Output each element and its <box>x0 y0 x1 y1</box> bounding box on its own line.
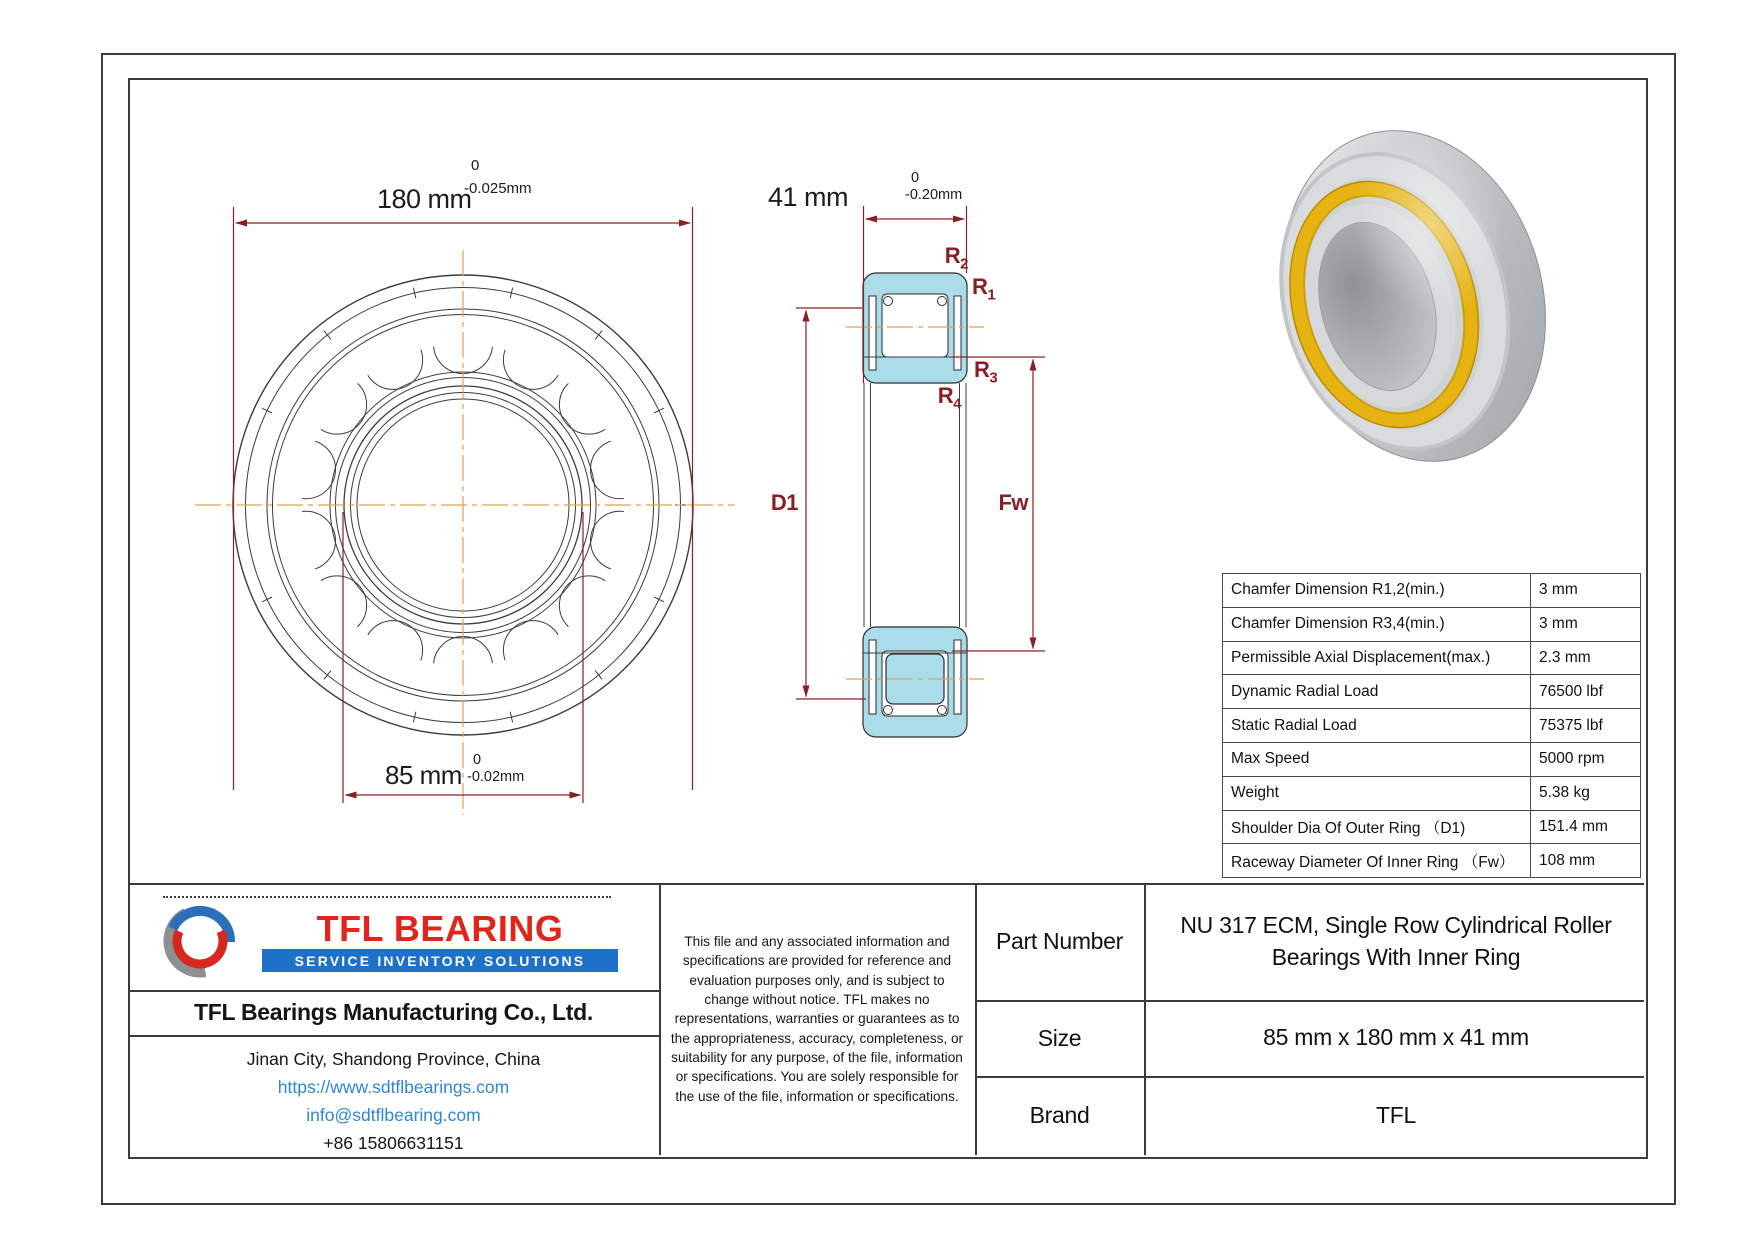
label-fw: Fw <box>998 490 1028 515</box>
field-label-brand: Brand <box>1029 1102 1090 1128</box>
field-label-size: Size <box>1037 1024 1082 1051</box>
dim-width-text: 41 mm <box>768 182 849 212</box>
logo-dotted-rule <box>163 896 611 898</box>
spec-label: Chamfer Dimension R3,4(min.) <box>1223 607 1531 641</box>
logo-title: TFL BEARING <box>316 908 564 949</box>
table-row <box>1223 810 1641 844</box>
label-r1: $R_1$ <box>972 274 996 304</box>
logo-block <box>128 883 659 990</box>
field-label-part-number: Part Number <box>995 928 1124 954</box>
spec-value: 108 mm <box>1531 844 1641 878</box>
table-row <box>1223 607 1641 641</box>
field-value-part-number: NU 317 ECM, Single Row Cylindrical Roller Bearings With Inner Ring <box>1180 912 1612 970</box>
dim-width-tolerance: 0 -0.20mm <box>905 170 963 203</box>
table-row <box>1223 675 1641 709</box>
spec-label: Weight <box>1223 776 1531 810</box>
spec-value: 151.4 mm <box>1531 810 1641 844</box>
spec-value: 5000 rpm <box>1531 742 1641 776</box>
divider <box>1144 883 1146 1155</box>
logo-tagline-banner: SERVICE INVENTORY SOLUTIONS <box>262 949 618 972</box>
divider <box>128 1035 659 1037</box>
disclaimer-text: This file and any associated information and specifications are provided for reference and evaluation purposes only, and is subject to change without notice. TFL makes no representations, warranties or guarantees as to the appropriateness, accuracy, completeness, or suitability for any purpose, of the file, information or specifications. You are solely responsible for the use of the file, information or specifications. <box>670 934 964 1104</box>
spec-label: Permissible Axial Displacement(max.) <box>1223 641 1531 675</box>
label-r3: $R_3$ <box>974 357 998 387</box>
cross-section-view <box>796 206 1045 737</box>
spec-value: 3 mm <box>1531 574 1641 608</box>
spec-value: 76500 lbf <box>1531 675 1641 709</box>
field-value-brand: TFL <box>1376 1101 1416 1128</box>
table-row <box>1223 574 1641 608</box>
spec-label: Shoulder Dia Of Outer Ring （D1) <box>1223 810 1531 844</box>
label-d1: D1 <box>770 490 798 515</box>
website-link[interactable]: https://www.sdtflbearings.com <box>277 1077 510 1097</box>
spec-value: 3 mm <box>1531 607 1641 641</box>
address-line: Jinan City, Shandong Province, China <box>246 1049 541 1069</box>
label-r2: $R_2$ <box>944 243 968 273</box>
table-row <box>1223 776 1641 810</box>
specification-table <box>1222 573 1641 878</box>
dim-od-text: 180 mm <box>377 184 472 214</box>
address-block <box>128 1045 659 1157</box>
bearing-3d-render <box>1243 99 1584 493</box>
dim-bore-text: 85 mm <box>385 760 462 790</box>
label-r4: $R_4$ <box>937 383 961 413</box>
field-value-size: 85 mm x 180 mm x 41 mm <box>1263 1024 1529 1051</box>
dim-bore-tolerance: 0 -0.02mm <box>467 752 525 785</box>
spec-label: Max Speed <box>1223 742 1531 776</box>
tfl-logo-mark <box>158 899 242 983</box>
spec-value: 5.38 kg <box>1531 776 1641 810</box>
spec-value: 2.3 mm <box>1531 641 1641 675</box>
phone-number: +86 15806631151 <box>323 1133 464 1153</box>
table-row <box>1223 641 1641 675</box>
spec-label: Chamfer Dimension R1,2(min.) <box>1223 574 1531 608</box>
table-row <box>1223 844 1641 878</box>
table-row <box>1223 742 1641 776</box>
email-link[interactable]: info@sdtflbearing.com <box>306 1105 481 1125</box>
front-view <box>195 207 735 815</box>
dim-od-tolerance: 0 -0.025mm <box>464 157 532 197</box>
spec-label: Raceway Diameter Of Inner Ring （Fw） <box>1223 844 1531 878</box>
divider <box>659 883 661 1155</box>
spec-value: 75375 lbf <box>1531 709 1641 743</box>
spec-label: Dynamic Radial Load <box>1223 675 1531 709</box>
spec-label: Static Radial Load <box>1223 709 1531 743</box>
company-name: TFL Bearings Manufacturing Co., Ltd. <box>194 999 593 1025</box>
table-row <box>1223 709 1641 743</box>
